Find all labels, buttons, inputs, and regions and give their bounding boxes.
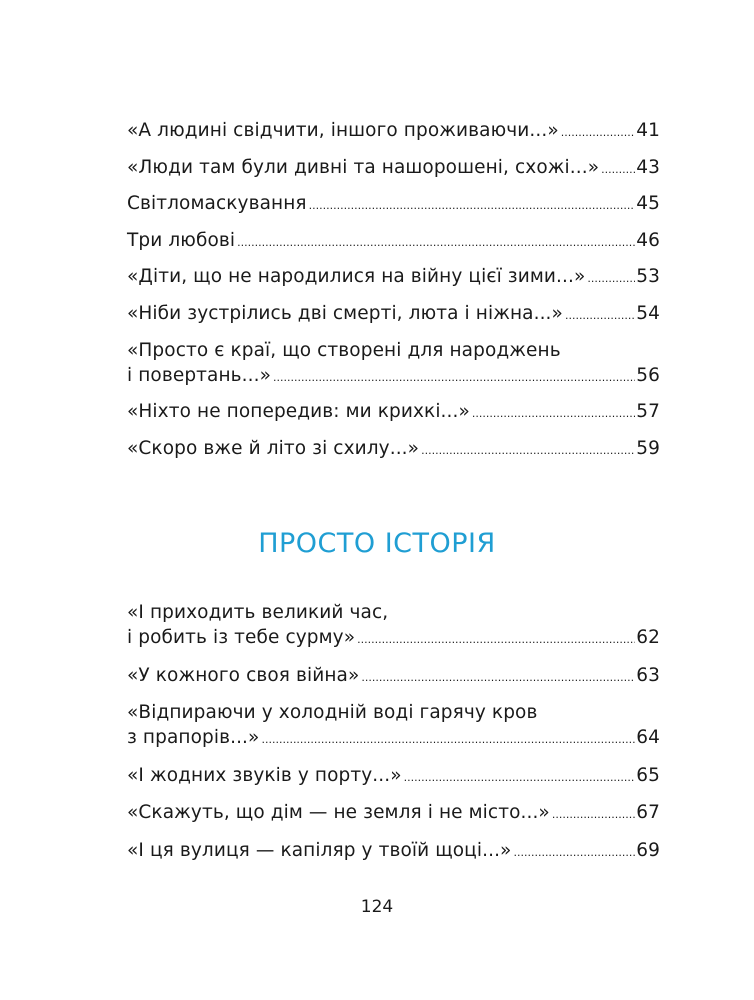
toc-entry-row	[127, 155, 660, 182]
dot-leader	[601, 157, 635, 182]
toc-entry	[127, 663, 660, 690]
toc-entry	[127, 264, 660, 291]
toc-entry-title: «А людині свідчити, іншого проживаючи...»	[127, 120, 559, 141]
toc-entry-title: «І жодних звуків у порту...»	[127, 764, 402, 786]
toc-entry	[127, 155, 660, 182]
toc-entry	[127, 118, 660, 145]
toc-entry	[127, 228, 660, 255]
toc-entry	[127, 436, 660, 463]
toc-entry-page-number: 57	[636, 401, 660, 423]
dot-leader	[472, 401, 635, 426]
toc-entry	[127, 600, 660, 652]
toc-entry-page-number: 67	[636, 802, 660, 823]
section-heading: ПРОСТО ІСТОРІЯ	[258, 528, 496, 559]
dot-leader	[561, 120, 635, 145]
toc-entry-title: «Скажуть, що дім — не земля і не місто...»	[127, 802, 550, 823]
toc-entry-title: «Діти, що не народилися на війну цієї зими...»	[127, 266, 586, 288]
toc-entry-row	[127, 399, 660, 426]
dot-leader	[357, 627, 635, 652]
toc-entry-title: «Люди там були дивні та нашорошені, схожі...»	[127, 156, 600, 178]
toc-entry-row	[127, 264, 660, 291]
toc-entry-title: «Ніхто не попередив: ми крихкі...»	[127, 401, 470, 423]
toc-entry-page-number: 56	[636, 364, 660, 386]
dot-leader	[513, 840, 635, 865]
toc-entry-page-number: 45	[636, 193, 660, 215]
toc-entry-page-number: 62	[636, 627, 660, 648]
toc-entry-row	[127, 363, 660, 390]
dot-leader	[552, 802, 635, 827]
toc-entry-title: і робить із тебе сурму»	[127, 627, 356, 648]
toc-entry-title: «Скоро вже й літо зі схилу...»	[127, 437, 420, 459]
toc-entry-page-number: 53	[636, 266, 660, 288]
toc-entry-page-number: 59	[636, 437, 660, 459]
toc-entry-row	[127, 301, 660, 328]
toc-entry	[127, 800, 660, 827]
toc-entry-title: і повертань...»	[127, 364, 272, 386]
toc-entry	[127, 838, 660, 865]
toc-entry-page-number: 46	[636, 229, 660, 251]
toc-entry-title-line: «Відпираючи у холодній воді гарячу кров	[127, 702, 538, 723]
dot-leader	[273, 365, 635, 390]
toc-entry-title-line: «І приходить великий час,	[127, 602, 389, 623]
toc-entry-title: Світломаскування	[127, 193, 307, 215]
dot-leader	[237, 230, 635, 255]
toc-entry-row	[127, 838, 660, 865]
dot-leader	[565, 303, 635, 328]
toc-entry-title-line: «Просто є краї, що створені для народжень	[127, 339, 561, 361]
toc-entry	[127, 763, 660, 790]
toc-entry-row	[127, 228, 660, 255]
toc-entry-page-number: 63	[636, 664, 660, 686]
toc-entry-title: Три любові	[127, 229, 236, 251]
toc-entry-title: з прапорів...»	[127, 727, 260, 748]
toc-entry-row	[127, 800, 660, 827]
dot-leader	[361, 665, 635, 690]
toc-entry-title: «У кожного своя війна»	[127, 664, 360, 686]
dot-leader	[309, 193, 636, 218]
dot-leader	[404, 765, 636, 790]
page-number: 124	[360, 897, 394, 917]
dot-leader	[261, 727, 635, 752]
toc-entry-page-number: 69	[636, 839, 660, 861]
toc-entry-page-number: 43	[636, 156, 660, 178]
table-of-contents-top	[127, 118, 660, 472]
toc-entry-page-number: 54	[636, 302, 660, 324]
toc-entry	[127, 338, 660, 390]
toc-entry-row	[127, 191, 660, 218]
toc-entry-page-number: 65	[636, 764, 660, 786]
toc-entry-row	[127, 763, 660, 790]
toc-entry-row	[127, 118, 660, 145]
table-of-contents-bottom	[127, 600, 660, 875]
toc-entry-title: «Ніби зустрілись дві смерті, люта і ніжна...»	[127, 302, 563, 324]
toc-entry	[127, 301, 660, 328]
toc-entry-row	[127, 436, 660, 463]
toc-entry	[127, 399, 660, 426]
dot-leader	[587, 266, 635, 291]
toc-entry-title: «І ця вулиця — капіляр у твоїй щоці...»	[127, 839, 512, 861]
toc-entry	[127, 700, 660, 752]
toc-entry-page-number: 64	[636, 727, 660, 748]
dot-leader	[421, 438, 635, 463]
toc-entry-page-number: 41	[636, 120, 660, 141]
toc-entry-row	[127, 663, 660, 690]
toc-entry-row	[127, 725, 660, 752]
toc-entry	[127, 191, 660, 218]
toc-entry-row	[127, 625, 660, 652]
